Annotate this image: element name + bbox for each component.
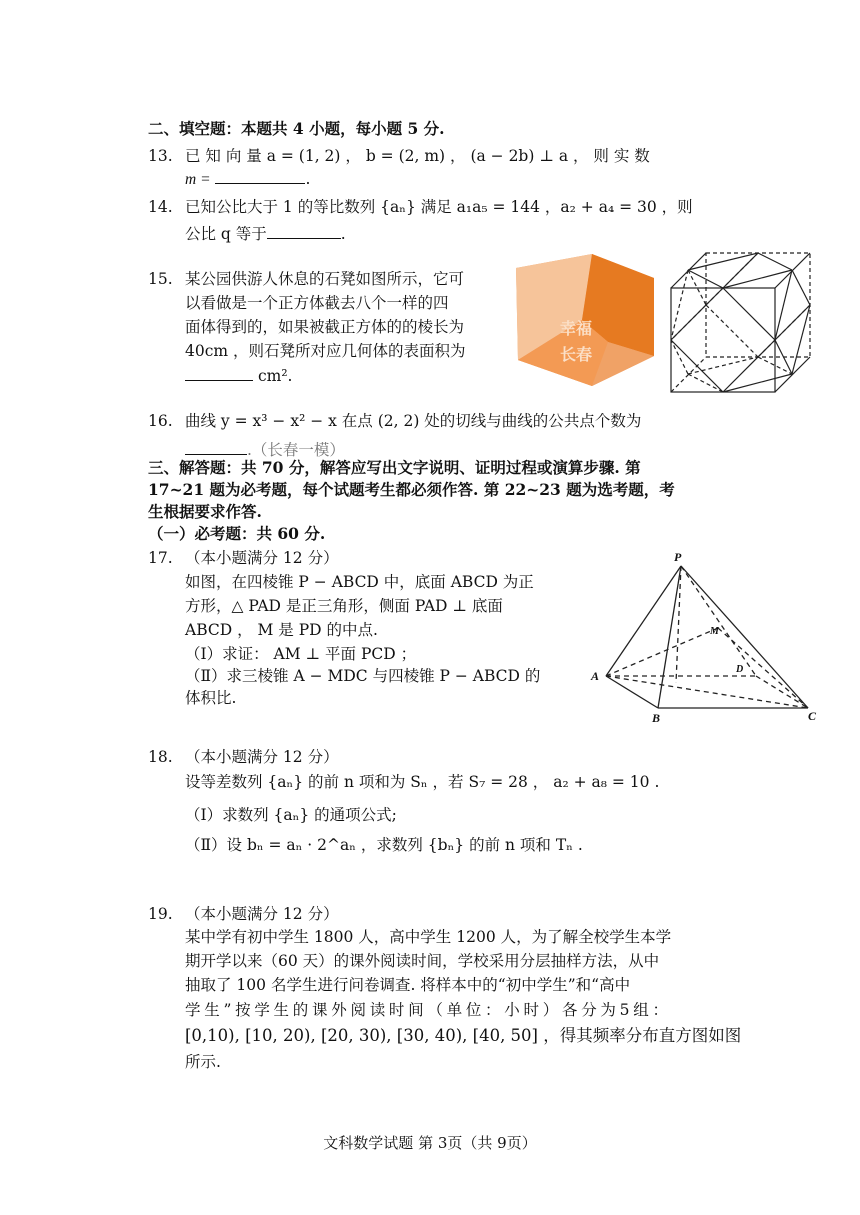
section-title-answer [148,457,723,545]
question-17-line6: 体积比. [185,689,237,707]
stone-bench-figure [512,252,658,390]
page-footer: 文科数学试题 第 3页（共 9页） [323,1134,537,1152]
question-number: 18. [148,748,173,766]
cuboctahedron-cube-figure [668,250,814,394]
question-18-line1: 设等差数列 {aₙ} 的前 n 项和为 Sₙ ，若 S₇ = 28 ， a₂ + a₈ = 10 . [185,773,660,791]
question-17-part1: （Ⅰ）求证： AM ⊥ 平面 PCD ； [185,645,417,663]
label-P: P [674,550,682,564]
answer-blank [185,438,247,455]
question-17-line2: 方形，△ PAD 是正三角形，侧面 PAD ⊥ 底面 [185,597,503,615]
question-15-line3: 面体得到的，如果被截正方体的的棱长为 [185,318,465,336]
question-number: 17. [148,549,173,567]
question-16 [148,410,718,458]
label-A: A [591,669,600,683]
answer-blank [215,167,305,184]
question-19-line2: 期开学以来（60 天）的课外阅读时间，学校采用分层抽样方法，从中 [185,952,660,970]
question-18-head: （本小题满分 12 分） [185,748,339,766]
question-14-line2: 公比 q 等于 . [185,222,346,245]
question-19-line1: 某中学有初中学生 1800 人，高中学生 1200 人，为了解全校学生本学 [185,928,672,946]
watermark-text-1: 幸福 [560,321,593,338]
section3-line3: 生根据要求作答. [148,502,262,521]
question-number: 14. [148,198,173,216]
pyramid-figure [586,548,822,726]
question-15-line2: 以看做是一个正方体截去八个一样的四 [185,294,449,312]
question-15-line4: 40cm ，则石凳所对应几何体的表面积为 [185,342,466,360]
question-number: 15. [148,270,173,288]
question-19-line6: 所示. [185,1053,221,1071]
question-16-line2: .（长春一模） [185,438,345,461]
question-number: 16. [148,412,173,430]
label-C: C [808,709,817,723]
section3-sub: （一）必考题：共 60 分. [148,524,326,543]
question-18 [148,746,718,856]
section3-line1: 三、解答题：共 70 分，解答应写出文字说明、证明过程或演算步骤. 第 [148,458,641,477]
question-14 [148,196,718,244]
question-13 [148,145,718,193]
question-17 [148,547,588,707]
question-number: 13. [148,147,173,165]
question-19-head: （本小题满分 12 分） [185,905,339,923]
question-15-line1: 某公园供游人休息的石凳如图所示，它可 [185,270,465,288]
question-17-line3: ABCD ， M 是 PD 的中点. [185,621,378,639]
question-14-line1: 已知公比大于 1 的等比数列 {aₙ} 满足 a₁a₅ = 144 ，a₂ + a₄ = 30 ，则 [185,198,693,216]
section3-line2: 17~21 题为必考题，每个试题考生都必须作答. 第 22~23 题为选考题，考 [148,480,675,499]
question-18-part2: （Ⅱ）设 bₙ = aₙ · 2^aₙ ，求数列 {bₙ} 的前 n 项和 Tₙ . [185,836,583,854]
question-19-line5: [0,10), [10, 20), [20, 30), [30, 40), [40, 50] ，得其频率分布直方图如图 [185,1026,742,1045]
question-15-line5: cm². [185,364,292,387]
question-19-line3: 抽取了 100 名学生进行问卷调查. 将样本中的“初中学生”和“高中 [185,976,631,994]
question-19-line4: 学 生 ” 按 学 生 的 课 外 阅 读 时 间 （ 单 位 ： 小 时 ） 各 分 为 5 组 ： [185,1001,668,1019]
question-13-line2: m = . [185,167,310,191]
label-M: M [710,626,719,637]
question-17-part2: （Ⅱ）求三棱锥 A − MDC 与四棱锥 P − ABCD 的 [185,667,541,685]
label-D: D [736,664,744,675]
question-19 [148,903,742,1073]
question-17-line1: 如图，在四棱锥 P − ABCD 中，底面 ABCD 为正 [185,573,534,591]
question-17-head: （本小题满分 12 分） [185,549,339,567]
question-13-line1: 已 知 向 量 a = (1, 2) ， b = (2, m) ， (a − 2b) ⊥ a ， 则 实 数 [185,147,650,165]
question-15 [148,268,508,388]
watermark-text-2: 长春 [560,347,593,364]
question-number: 19. [148,905,173,923]
question-18-part1: （Ⅰ）求数列 {aₙ} 的通项公式; [185,806,397,824]
question-16-line1: 曲线 y = x³ − x² − x 在点 (2, 2) 处的切线与曲线的公共点个数为 [185,412,642,430]
answer-blank [185,364,253,381]
label-B: B [652,711,661,725]
section-title-fill-in: 二、填空题：本题共 4 小题，每小题 5 分. [148,119,445,138]
answer-blank [267,222,341,239]
